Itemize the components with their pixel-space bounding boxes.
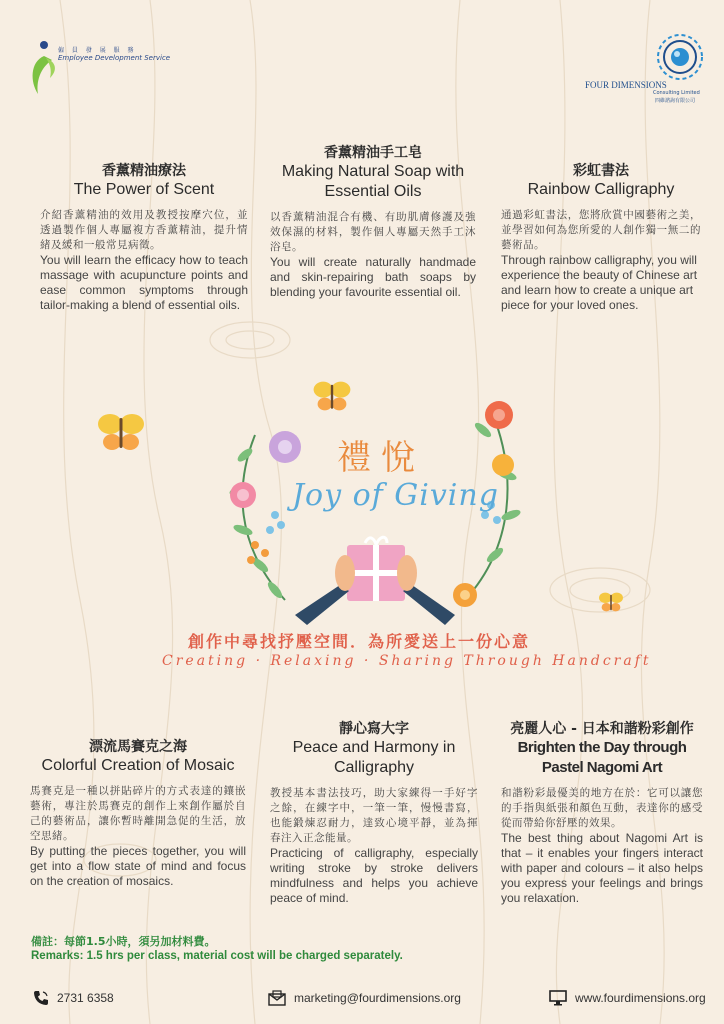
phone-icon (33, 990, 49, 1006)
four-dimensions-emblem-icon (655, 32, 705, 82)
eds-logo (30, 38, 190, 98)
course-power-of-scent (40, 162, 248, 313)
course-title-zh: 漂流馬賽克之海 (89, 739, 187, 755)
course-description-zh: 馬賽克是一種以拼貼碎片的方式表達的鑲嵌藝術，專注於馬賽克的創作上來創作屬於自己的藝術品，讓你暫時離開急促的生活，放空思緒。 (30, 785, 246, 842)
campaign-title-zh: 禮悅 (337, 438, 425, 478)
course-title-zh: 亮麗人心 - 日本和諧粉彩創作 (510, 721, 694, 737)
course-title-en: Colorful Creation of Mosaic (41, 757, 235, 774)
course-nagomi-art (501, 720, 703, 906)
butterfly-icon (598, 590, 624, 614)
monitor-icon (549, 990, 567, 1006)
course-description-zh: 教授基本書法技巧，助大家練得一手好字之餘，在練字中，一筆一筆，慢慢書寫，也能鍛煉忍耐力，達致心境平靜，並為揮春注入正念能量。 (270, 787, 478, 844)
course-description-zh: 通過彩虹書法，您將欣賞中國藝術之美，並學習如何為您所愛的人創作獨一無二的藝術品。 (501, 209, 701, 251)
course-rainbow-calligraphy (501, 162, 701, 313)
course-title-en: The Power of Scent (73, 181, 215, 198)
course-description-zh: 介紹香薰精油的效用及教授按摩穴位，並透過製作個人專屬複方香薰精油，提升情緒及緩和一般常見病徵。 (40, 209, 248, 251)
course-description-en: Through rainbow calligraphy, you will experience the beauty of Chinese art and learn how to create a unique art piece for your loved ones. (501, 253, 698, 312)
course-description-en: Practicing of calligraphy, especially writing stroke by stroke delivers mindfulness and helps you achieve peace of mind. (270, 846, 478, 905)
footer-phone[interactable] (33, 990, 114, 1006)
course-title-zh: 香薰精油療法 (102, 163, 186, 179)
course-title-zh: 香薰精油手工皂 (324, 145, 422, 161)
footer-email[interactable] (268, 990, 461, 1006)
remarks-en: Remarks: 1.5 hrs per class, material cost will be charged separately. (31, 950, 403, 962)
tagline-en: Creating · Relaxing · Sharing Through Handcraft (162, 653, 652, 669)
course-description-en: You will learn the efficacy how to teach massage with acupuncture points and ease common symptoms through tailor-making a blend of essential oils. (40, 253, 248, 312)
remarks (31, 934, 403, 964)
eds-name-en: Employee Development Service (58, 54, 171, 62)
email-icon (268, 990, 286, 1006)
course-title-zh: 靜心寫大字 (339, 721, 409, 737)
course-title-en: Rainbow Calligraphy (527, 181, 675, 198)
eds-leaf-icon (30, 38, 60, 98)
email-address[interactable]: marketing@fourdimensions.org (294, 991, 461, 1005)
course-title-en: Making Natural Soap with Essential Oils (281, 163, 465, 200)
four-dimensions-logo (585, 32, 710, 107)
eds-name-zh: 僱 員 發 展 服 務 (58, 47, 137, 54)
course-title-zh: 彩虹書法 (573, 163, 629, 179)
course-description-en: The best thing about Nagomi Art is that – it enables your fingers interact with paper and colours – it also helps you express your feelings and brings you relaxation. (501, 831, 703, 905)
campaign-title-en: Joy of Giving (292, 478, 499, 513)
course-peace-calligraphy (270, 720, 478, 906)
four-dimensions-name-zh: 四維諮詢有限公司 (655, 98, 696, 104)
course-description-en: You will create naturally handmade and skin-repairing bath soaps by blending your favourite essential oil. (270, 255, 476, 299)
course-description-en: By putting the pieces together, you will get into a flow state of mind and focus on the creation of mosaics. (30, 844, 246, 888)
butterfly-icon (96, 410, 146, 454)
remarks-zh: 備註：每節1.5小時，須另加材料費。 (31, 935, 216, 948)
course-title-en: Peace and Harmony in Calligraphy (292, 739, 456, 776)
footer-website[interactable] (549, 990, 706, 1006)
course-mosaic (30, 738, 246, 889)
four-dimensions-name: FOUR DIMENSIONS (585, 80, 667, 90)
course-natural-soap (270, 144, 476, 300)
course-description-zh: 以香薰精油混合有機、有助肌膚修護及強效保濕的材料，製作個人專屬天然手工沐浴皂。 (270, 211, 476, 253)
tagline-zh: 創作中尋找抒壓空間．為所愛送上一份心意 (188, 632, 531, 651)
website-url[interactable]: www.fourdimensions.org (575, 991, 706, 1005)
phone-number[interactable]: 2731 6358 (57, 991, 114, 1005)
course-title-en: Brighten the Day through Pastel Nagomi Art (517, 739, 687, 776)
course-description-zh: 和諧粉彩最優美的地方在於：它可以讓您的手指與紙張和顏色互動，表達你的感受從而帶給你舒壓的效果。 (501, 787, 703, 829)
four-dimensions-subtitle: Consulting Limited (653, 90, 700, 96)
